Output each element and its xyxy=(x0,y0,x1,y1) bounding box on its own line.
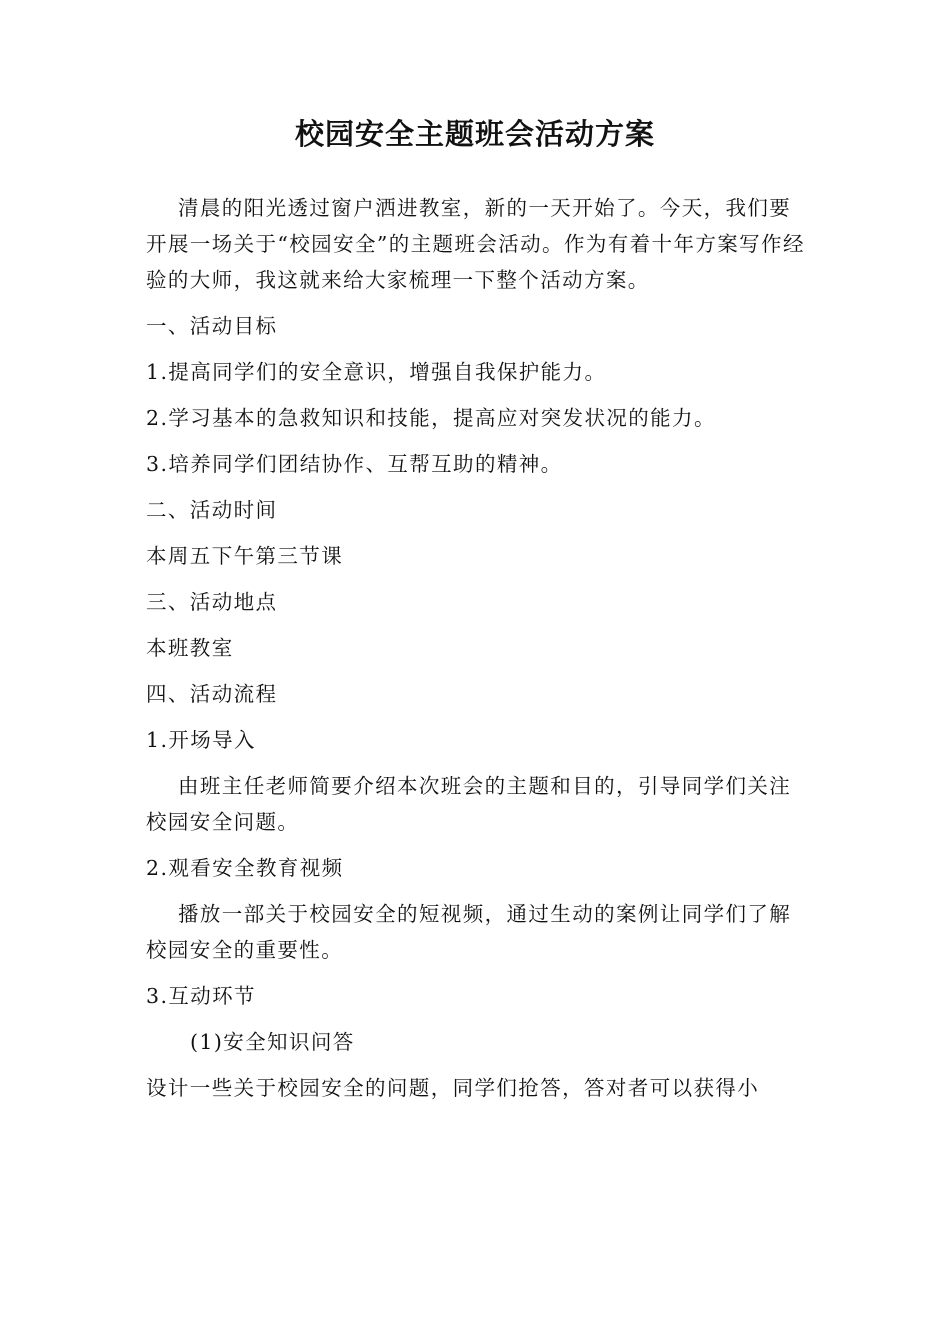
activity-location: 本班教室 xyxy=(146,636,234,660)
process-step-2-text: 播放一部关于校园安全的短视频，通过生动的案例让同学们了解校园安全的重要性。 xyxy=(146,902,792,962)
section-heading-time: 二、活动时间 xyxy=(146,498,278,522)
process-step-3-heading: 3.互动环节 xyxy=(146,984,256,1008)
process-substep-1-text: 设计一些关于校园安全的问题，同学们抢答，答对者可以获得小 xyxy=(146,1076,760,1100)
process-step-1-heading: 1.开场导入 xyxy=(146,728,256,752)
process-substep-1-heading: (1)安全知识问答 xyxy=(190,1030,355,1054)
document-title: 校园安全主题班会活动方案 xyxy=(294,117,655,151)
document-body xyxy=(146,190,806,1116)
section-heading-location: 三、活动地点 xyxy=(146,590,278,614)
goal-item-1: 1.提高同学们的安全意识，增强自我保护能力。 xyxy=(146,360,607,384)
process-step-1-text: 由班主任老师简要介绍本次班会的主题和目的，引导同学们关注校园安全问题。 xyxy=(146,774,792,834)
section-heading-goals: 一、活动目标 xyxy=(146,314,278,338)
intro-paragraph: 清晨的阳光透过窗户洒进教室，新的一天开始了。今天，我们要开展一场关于“校园安全”的主题班会活动。作为有着十年方案写作经验的大师，我这就来给大家梳理一下整个活动方案。 xyxy=(146,196,805,292)
goal-item-2: 2.学习基本的急救知识和技能，提高应对突发状况的能力。 xyxy=(146,406,716,430)
activity-time: 本周五下午第三节课 xyxy=(146,544,344,568)
goal-item-3: 3.培养同学们团结协作、互帮互助的精神。 xyxy=(146,452,563,476)
process-step-2-heading: 2.观看安全教育视频 xyxy=(146,856,344,880)
section-heading-process: 四、活动流程 xyxy=(146,682,278,706)
